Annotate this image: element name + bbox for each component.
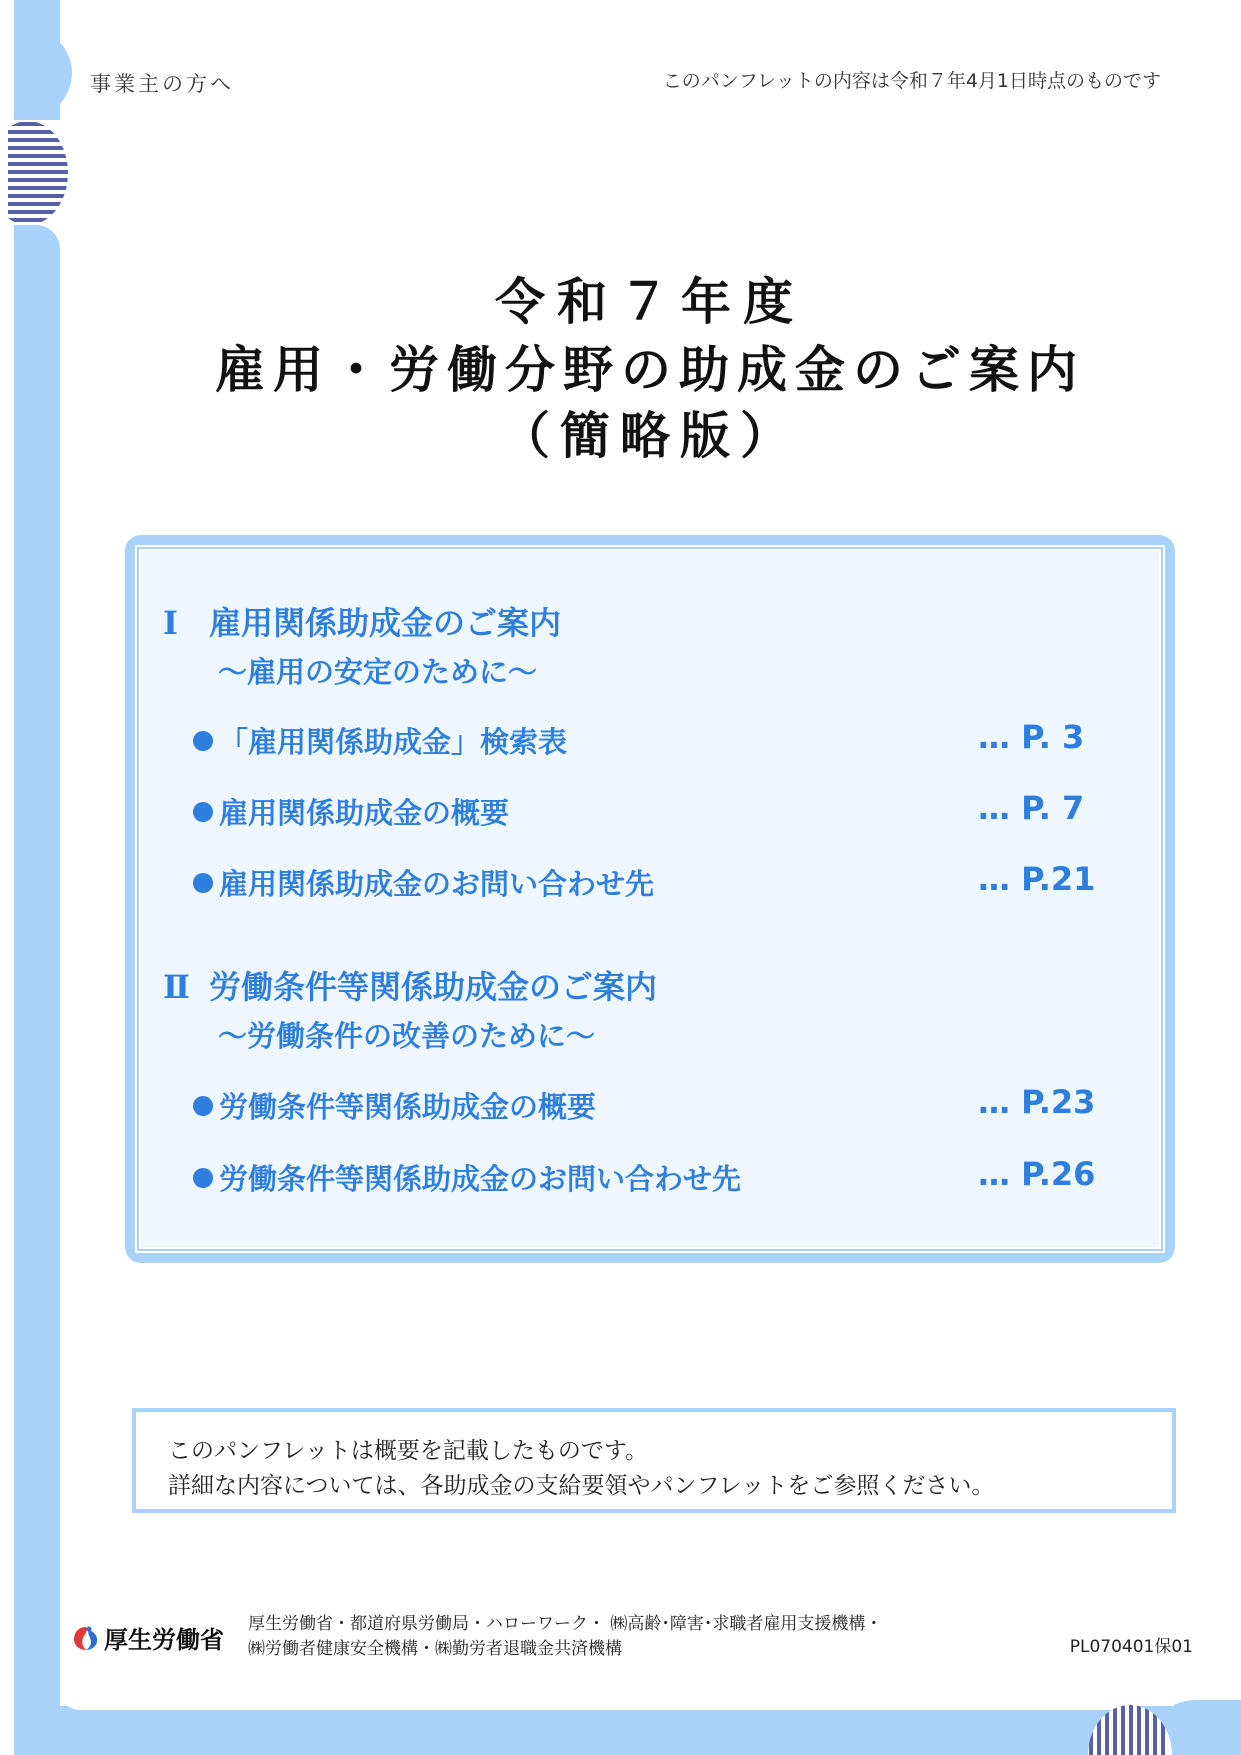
title-line-3: （簡略版） bbox=[500, 407, 800, 465]
title-line-2: 雇用・労働分野の助成金のご案内 bbox=[215, 341, 1085, 399]
toc-item-search-table[interactable] bbox=[193, 720, 567, 761]
ministry-name: 厚生労働省 bbox=[104, 1626, 224, 1654]
toc-item-label: 労働条件等関係助成金の概要 bbox=[219, 1090, 597, 1124]
striped-circle-decoration-left bbox=[8, 118, 70, 228]
bottom-frame-bar bbox=[14, 1706, 1241, 1755]
issuing-organizations bbox=[248, 1612, 882, 1662]
toc-item-employment-overview[interactable] bbox=[193, 791, 509, 832]
orgs-line-1: 厚生労働省・都道府県労働局・ハローワーク・ ㈱高齢･障害･求職者雇用支援機構・ bbox=[248, 1614, 883, 1634]
toc-item-page: … P.26 bbox=[978, 1155, 1096, 1193]
bullet-icon bbox=[193, 1168, 213, 1188]
audience-label: 事業主の方へ bbox=[90, 72, 234, 96]
section-2-title: 労働条件等関係助成金のご案内 bbox=[209, 968, 658, 1006]
toc-item-page: … P. 3 bbox=[978, 718, 1085, 756]
toc-item-labor-overview[interactable] bbox=[193, 1085, 596, 1126]
bullet-icon bbox=[193, 1096, 213, 1116]
toc-item-employment-contacts[interactable] bbox=[193, 862, 654, 903]
ministry-mark-icon bbox=[72, 1624, 100, 1652]
bottom-frame-round bbox=[60, 1690, 1140, 1710]
section-1-subheading: ～雇用の安定のために～ bbox=[218, 655, 538, 689]
bullet-icon bbox=[193, 802, 213, 822]
toc-item-label: 「雇用関係助成金」検索表 bbox=[219, 725, 568, 759]
toc-item-page: … P.21 bbox=[978, 860, 1096, 898]
section-1-heading bbox=[163, 598, 561, 644]
section-2-number: Ⅱ bbox=[163, 968, 190, 1006]
as-of-date-note: このパンフレットの内容は令和７年4月1日時点のものです bbox=[662, 70, 1161, 92]
toc-item-labor-contacts[interactable] bbox=[193, 1157, 741, 1198]
note-line-1: このパンフレットは概要を記載したものです。 bbox=[168, 1438, 649, 1464]
left-frame-bump bbox=[14, 28, 72, 118]
left-frame-bar-lower bbox=[14, 225, 60, 1755]
orgs-line-2: ㈱労働者健康安全機構・㈱勤労者退職金共済機構 bbox=[248, 1639, 622, 1659]
toc-item-label: 雇用関係助成金のお問い合わせ先 bbox=[219, 867, 655, 901]
bullet-icon bbox=[193, 873, 213, 893]
section-2-heading bbox=[163, 962, 657, 1008]
toc-item-page: … P.23 bbox=[978, 1083, 1096, 1121]
title-line-1: 令和７年度 bbox=[495, 273, 805, 331]
bullet-icon bbox=[193, 731, 213, 751]
ministry-logo bbox=[72, 1620, 224, 1655]
section-2-subheading: ～労働条件の改善のために～ bbox=[218, 1019, 596, 1053]
toc-item-page: … P. 7 bbox=[978, 789, 1085, 827]
document-code: PL070401保01 bbox=[1069, 1637, 1193, 1657]
section-1-title: 雇用関係助成金のご案内 bbox=[209, 604, 562, 642]
toc-item-label: 雇用関係助成金の概要 bbox=[219, 796, 510, 830]
striped-circle-decoration-bottom bbox=[1075, 1695, 1185, 1755]
toc-item-label: 労働条件等関係助成金のお問い合わせ先 bbox=[219, 1162, 742, 1196]
note-line-2: 詳細な内容については、各助成金の支給要領やパンフレットをご参照ください。 bbox=[168, 1473, 995, 1499]
section-1-number: Ⅰ bbox=[163, 604, 178, 642]
